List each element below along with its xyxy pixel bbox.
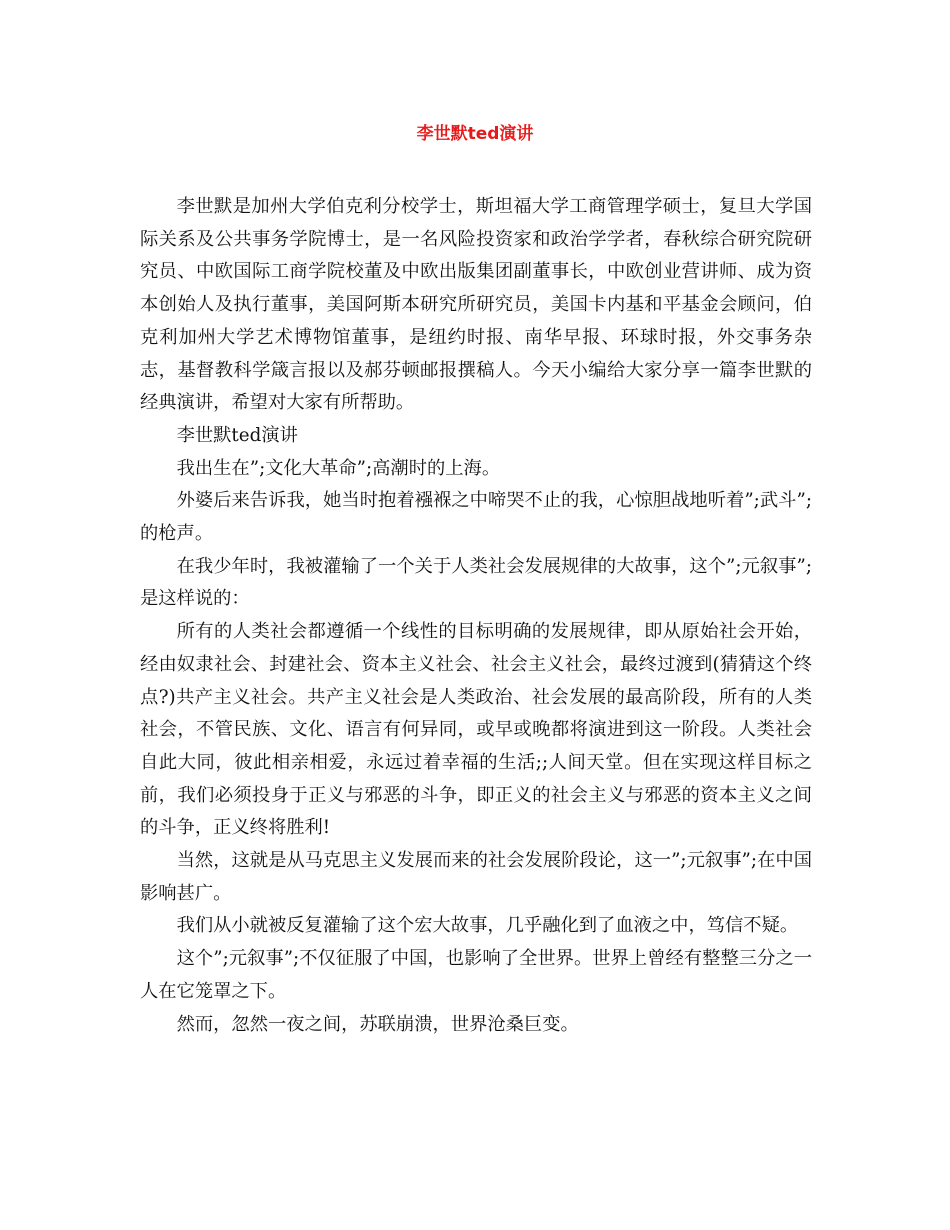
paragraph: 这个”;元叙事”;不仅征服了中国，也影响了全世界。世界上曾经有整整三分之一人在它笼罩之下。 — [140, 948, 812, 1002]
paragraph: 我出生在”;文化大革命”;高潮时的上海。 — [176, 457, 501, 479]
paragraph: 我们从小就被反复灌输了这个宏大故事，几乎融化到了血液之中，笃信不疑。 — [176, 915, 799, 937]
document-body — [140, 191, 812, 1041]
paragraph: 当然，这就是从马克思主义发展而来的社会发展阶段论，这一”;元叙事”;在中国影响甚广。 — [140, 850, 812, 904]
paragraph: 所有的人类社会都遵循一个线性的目标明确的发展规律，即从原始社会开始，经由奴隶社会、封建社会、资本主义社会、社会主义社会，最终过渡到(猜猜这个终点?)共产主义社会。共产主义社会是人类政治、社会发展的最高阶段，所有的人类社会，不管民族、文化、语言有何异同，或早或晚都将演进到这一阶段。人类社会自此大同，彼此相亲相爱，永远过着幸福的生活;;人间天堂。但在实现这样目标之前，我们必须投身于正义与邪恶的斗争，即正义的社会主义与邪恶的资本主义之间的斗争，正义终将胜利! — [140, 621, 812, 839]
paragraph-subtitle: 李世默ted演讲 — [176, 424, 298, 446]
document-title: 李世默ted演讲 — [416, 124, 534, 144]
paragraph: 外婆后来告诉我，她当时抱着襁褓之中啼哭不止的我，心惊胆战地听着”;武斗”;的枪声。 — [140, 490, 812, 545]
paragraph: 在我少年时，我被灌输了一个关于人类社会发展规律的大故事，这个”;元叙事”;是这样说的： — [140, 555, 812, 610]
paragraph-intro: 李世默是加州大学伯克利分校学士，斯坦福大学工商管理学硕士，复旦大学国际关系及公共事务学院博士，是一名风险投资家和政治学学者，春秋综合研究院研究员、中欧国际工商学院校董及中欧出版集团副董事长，中欧创业营讲师、成为资本创始人及执行董事，美国阿斯本研究所研究员，美国卡内基和平基金会顾问，伯克利加州大学艺术博物馆董事，是纽约时报、南华早报、环球时报，外交事务杂志，基督教科学箴言报以及郝芬顿邮报撰稿人。今天小编给大家分享一篇李世默的经典演讲，希望对大家有所帮助。 — [140, 196, 812, 414]
paragraph: 然而，忽然一夜之间，苏联崩溃，世界沧桑巨变。 — [176, 1013, 579, 1035]
